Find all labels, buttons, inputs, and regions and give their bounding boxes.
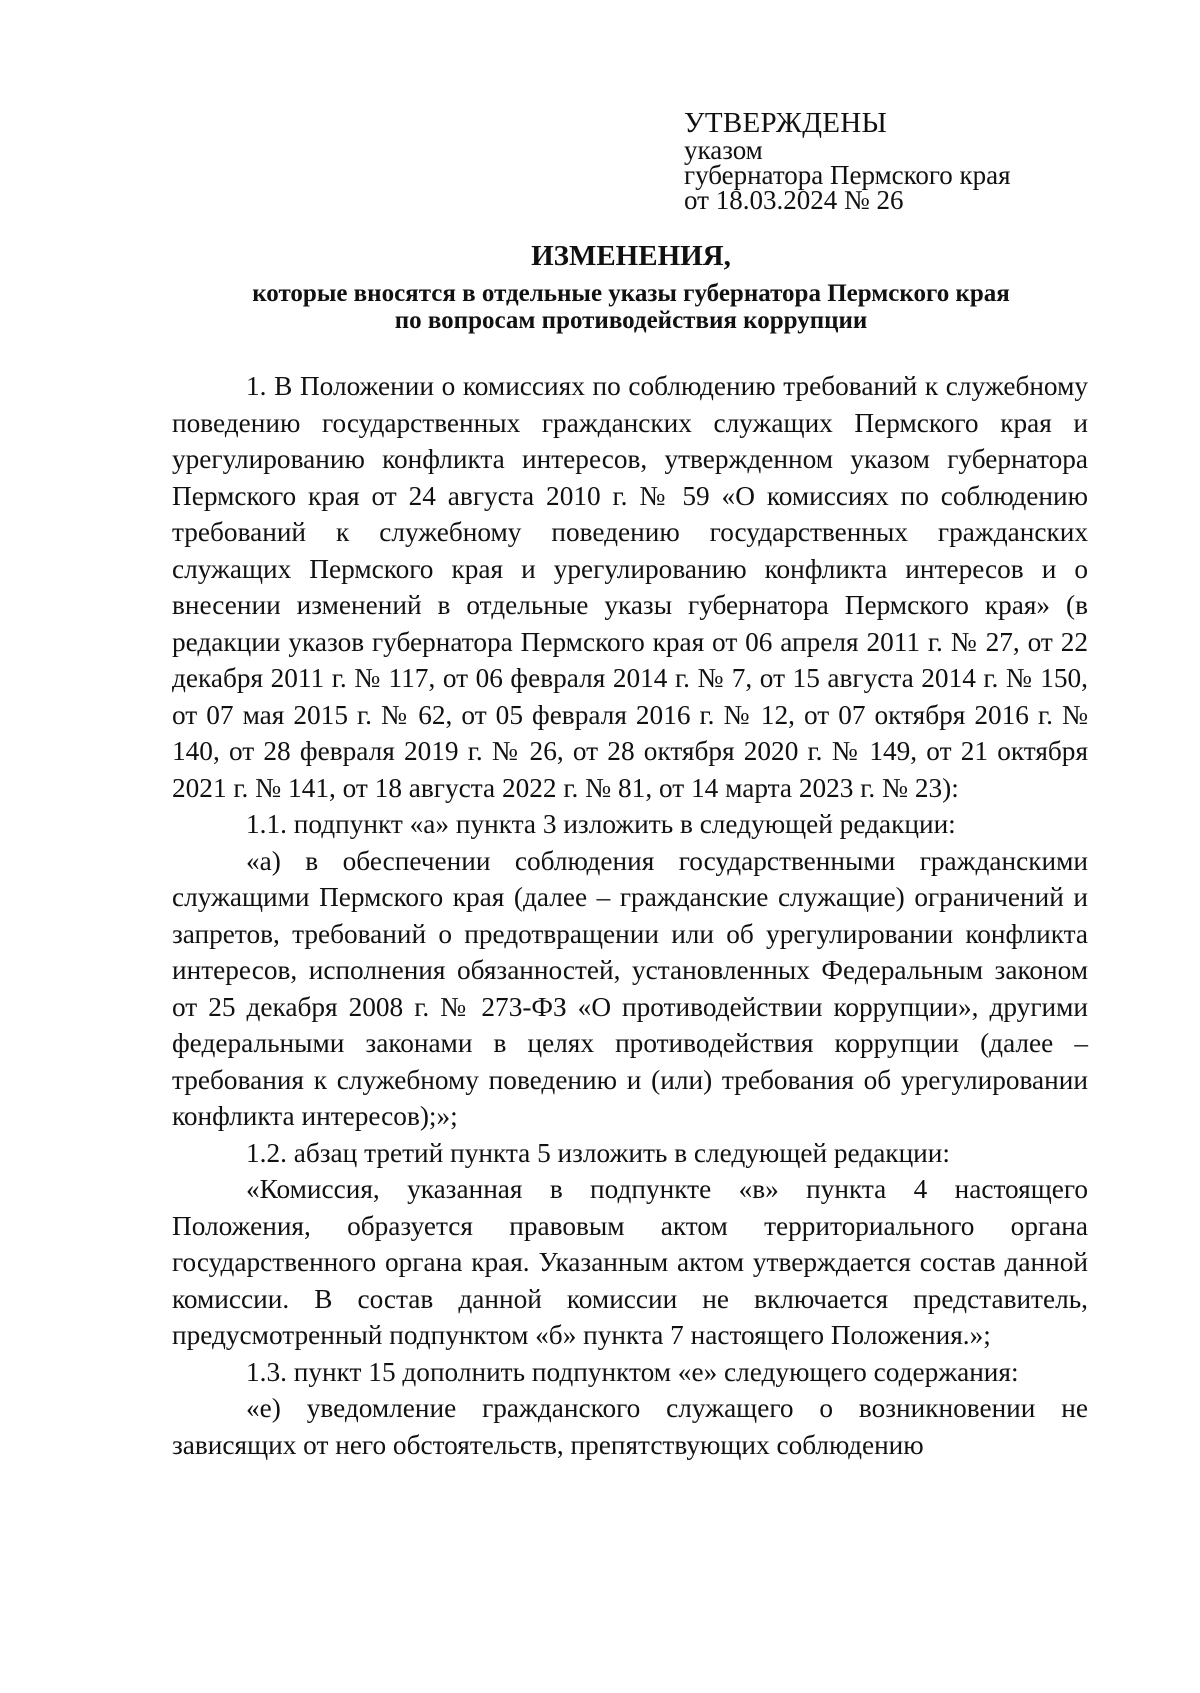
- paragraph-item-1: 1. В Положении о комиссиях по соблюдению требований к служебному поведению государственных гражданских служащих Пермского края и урегулированию конфликта интересов, утвержденном указом губернатора Пермского края от 24 августа 2010 г. № 59 «О комиссиях по соблюдению требований к служебному поведению государственных гражданских служащих Пермского края и урегулированию конфликта интересов и о внесении изменений в отдельные указы губернатора Пермского края» (в редакции указов губернатора Пермского края от 06 апреля 2011 г. № 27, от 22 декабря 2011 г. № 117, от 06 февраля 2014 г. № 7, от 15 августа 2014 г. № 150, от 07 мая 2015 г. № 62, от 05 февраля 2016 г. № 12, от 07 октября 2016 г. № 140, от 28 февраля 2019 г. № 26, от 28 октября 2020 г. № 149, от 21 октября 2021 г. № 141, от 18 августа 2022 г. № 81, от 14 марта 2023 г. № 23):: [172, 371, 1088, 803]
- paragraph-item-1-3: 1.3. пункт 15 дополнить подпунктом «е» следующего содержания:: [246, 1356, 1019, 1387]
- approval-title: УТВЕРЖДЕНЫ: [684, 107, 888, 139]
- document-body: [172, 368, 1088, 1463]
- document-title: ИЗМЕНЕНИЯ,: [531, 240, 731, 272]
- paragraph-item-1-3-text: «е) уведомление гражданского служащего о возникновении не зависящих от него обстоятельств, препятствующих соблюдению: [172, 1393, 1088, 1460]
- paragraph-item-1-1: 1.1. подпункт «а» пункта 3 изложить в следующей редакции:: [246, 809, 956, 839]
- approval-line-date: от 18.03.2024 № 26: [684, 185, 904, 215]
- paragraph-item-1-2: 1.2. абзац третий пункта 5 изложить в следующей редакции:: [246, 1137, 950, 1168]
- approval-line-governor: губернатора Пермского края: [684, 160, 1011, 190]
- document-subtitle-line-1: которые вносятся в отдельные указы губернатора Пермского края: [252, 280, 1010, 307]
- document-subtitle-line-2: по вопросам противодействия коррупции: [394, 307, 868, 334]
- document-subtitle: [172, 280, 1090, 334]
- approval-line-decree: указом: [684, 135, 763, 165]
- paragraph-item-1-2-text: «Комиссия, указанная в подпункте «в» пункта 4 настоящего Положения, образуется правовым актом территориального органа государственного органа края. Указанным актом утверждается состав данной комиссии. В состав данной комиссии не включается представитель, предусмотренный подпунктом «б» пункта 7 настоящего Положения.»;: [172, 1174, 1088, 1350]
- paragraph-item-1-1-text: «а) в обеспечении соблюдения государственными гражданскими служащими Пермского края (далее – гражданские служащие) ограничений и запретов, требований о предотвращении или об урегулировании конфликта интересов, исполнения обязанностей, установленных Федеральным законом от 25 декабря 2008 г. № 273-ФЗ «О противодействии коррупции», другими федеральными законами в целях противодействия коррупции (далее – требования к служебному поведению и (или) требования об урегулировании конфликта интересов);»;: [172, 845, 1088, 1131]
- approval-stamp: [684, 108, 1104, 213]
